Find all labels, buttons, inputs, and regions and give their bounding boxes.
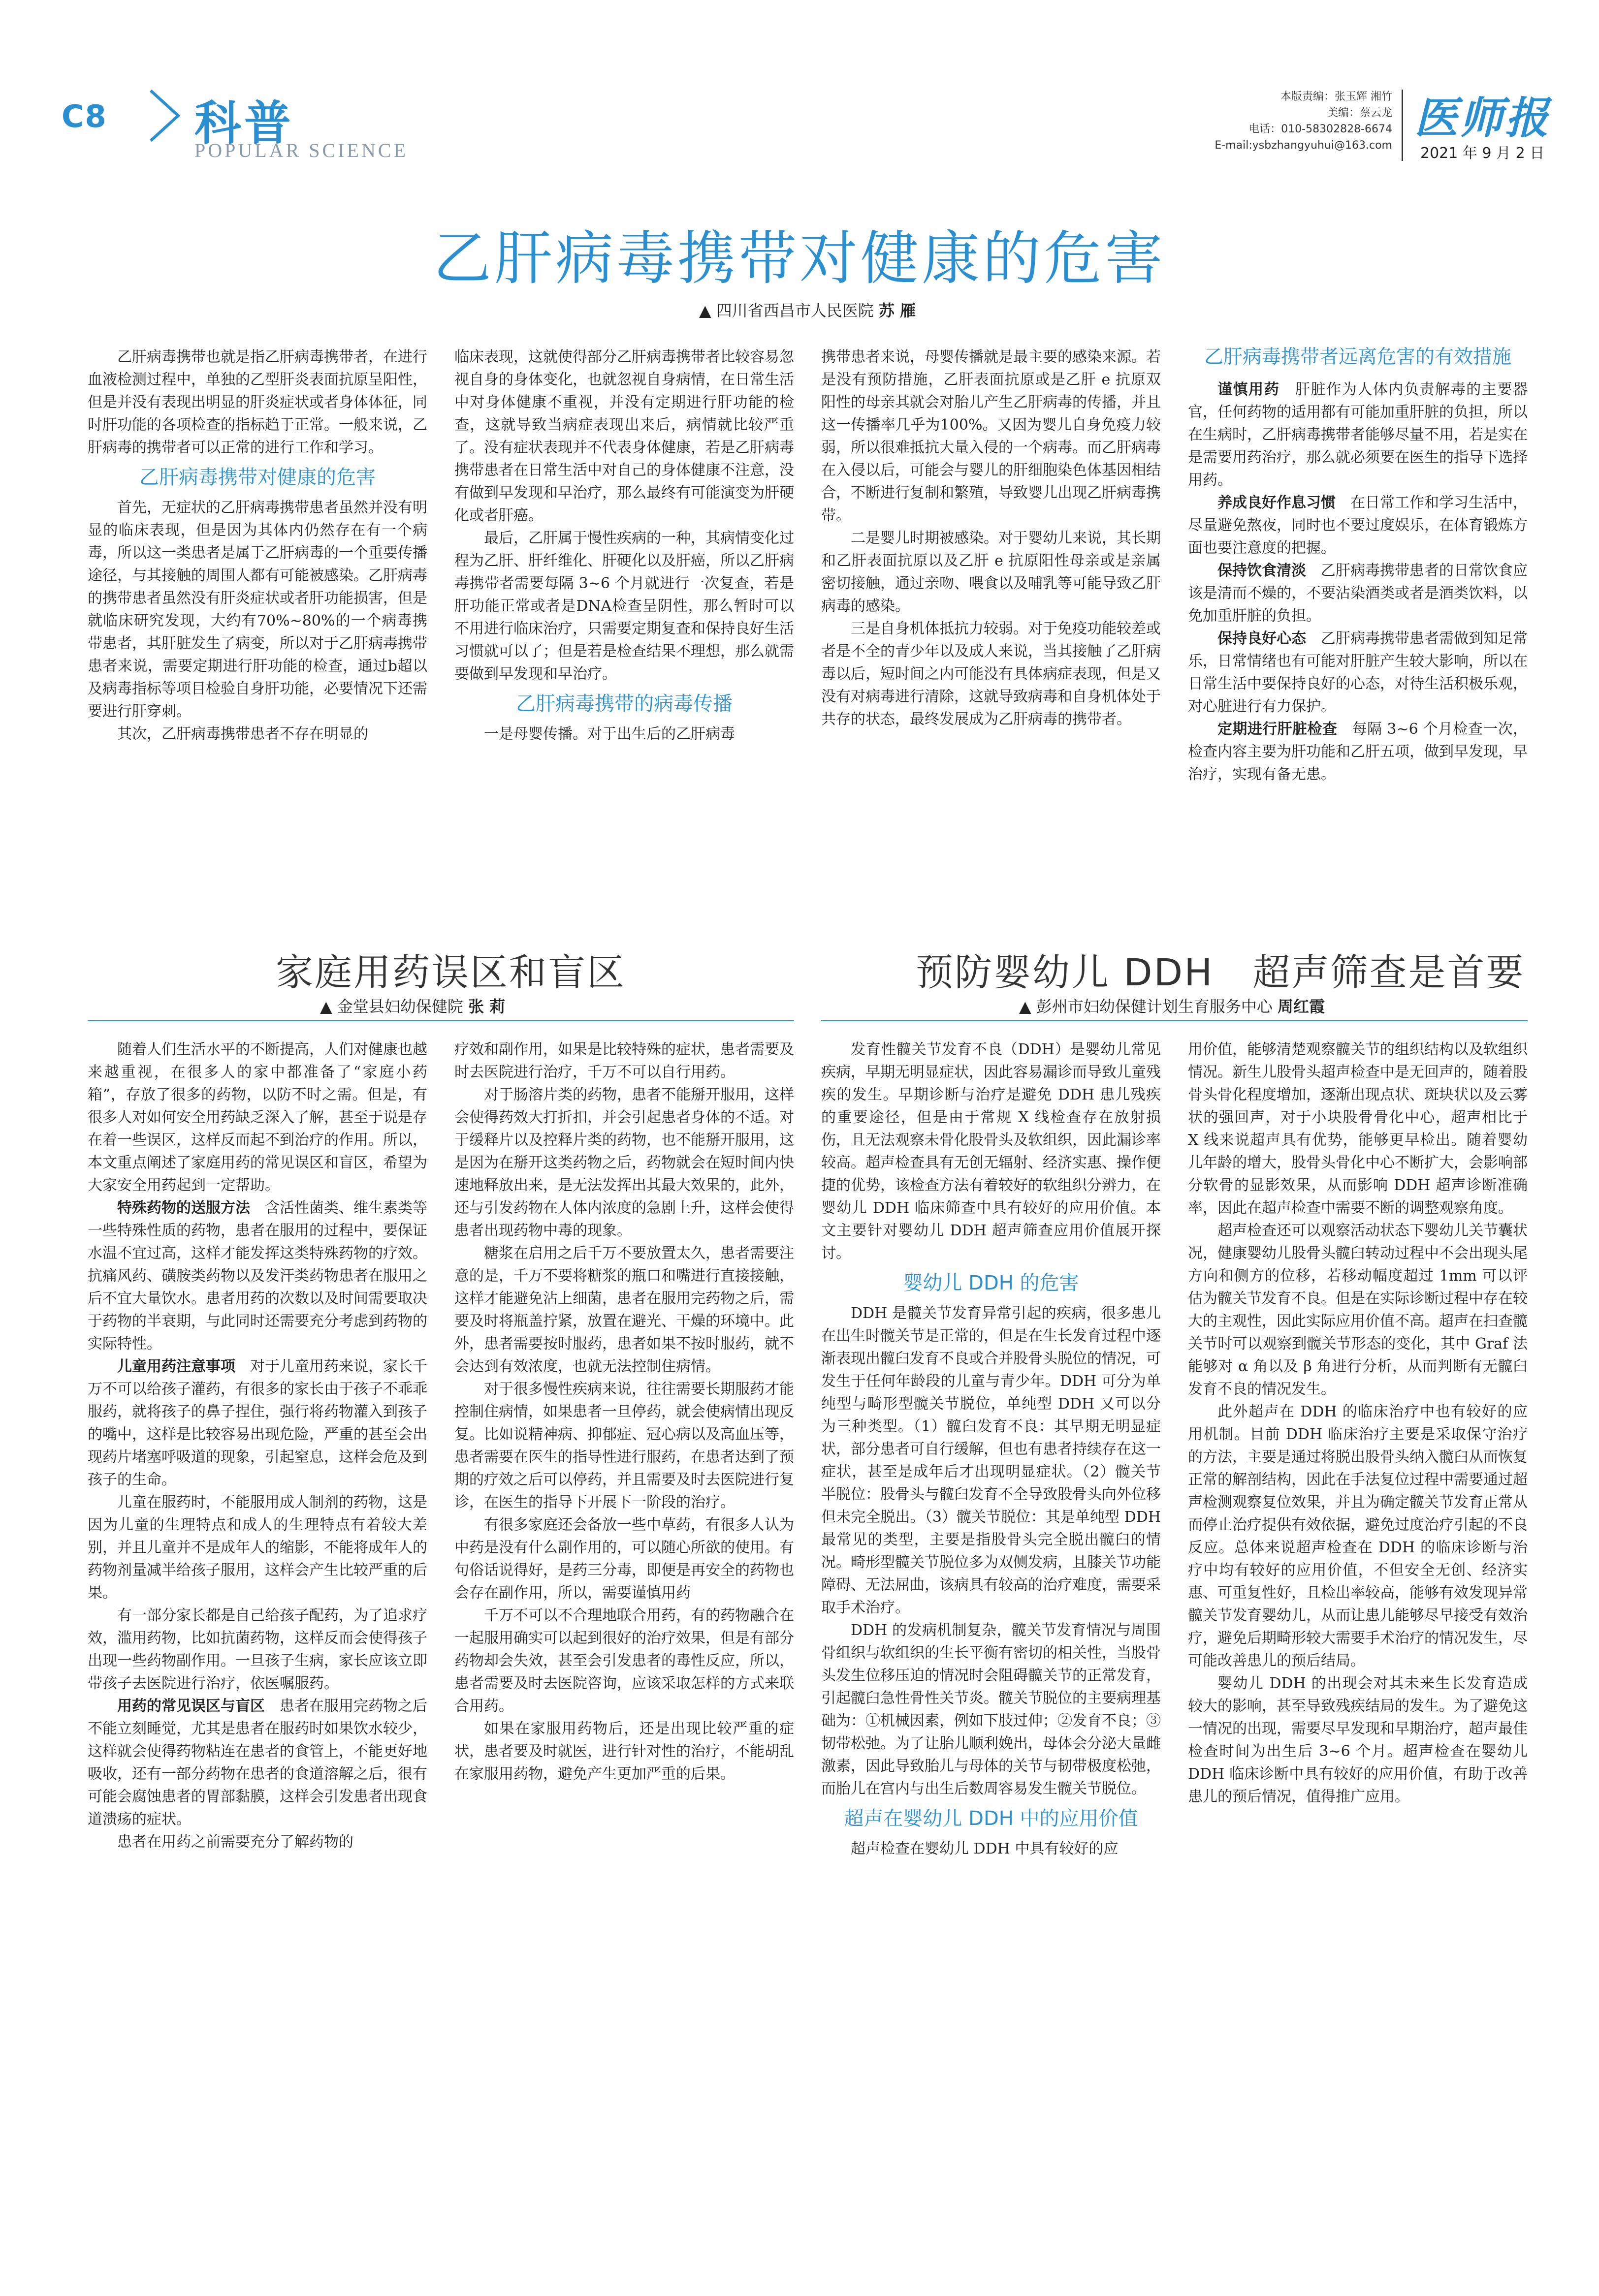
article1-column-2	[454, 346, 794, 746]
paragraph: 首先，无症状的乙肝病毒携带患者虽然并没有明显的临床表现，但是因为其体内仍然存在有一个病毒，所以这一类患者是属于乙肝病毒的一个重要传播途径，与其接触的周围人都有可能被感染。乙肝病毒的携带患者虽然没有肝炎症状或者肝功能损害，但是就临床研究发现，大约有70%~80%的一个病毒携带患者，其肝脏发生了病变，所以对于乙肝病毒携带患者来说，需要定期进行肝功能的检查，通过b超以及病毒指标等项目检验自身肝功能，必要情况下还需要进行肝穿刺。	[88, 499, 427, 720]
paragraph-text: 肝脏作为人体内负责解毒的主要器官，任何药物的适用都有可能加重肝脏的负担，所以在生病时，乙肝病毒携带者能够尽量不用，若是实在是需要用药治疗，那么就必须要在医生的指导下选择用药。	[1188, 381, 1528, 489]
paragraph-text: 患者在服用完药物之后不能立刻睡觉，尤其是患者在服药时如果饮水较少，这样就会使得药物粘连在患者的食管上，不能更好地吸收，还有一部分药物在患者的食道溶解之后，很有可能会腐蚀患者的胃部黏膜，这样会引发患者出现食道溃疡的症状。	[88, 1698, 427, 1828]
paragraph: 二是婴儿时期被感染。对于婴幼儿来说，其长期和乙肝表面抗原以及乙肝 e 抗原阳性母亲或是亲属密切接触，通过亲吻、喂食以及哺乳等可能导致乙肝病毒的感染。	[821, 530, 1161, 615]
measure-paragraph	[1188, 718, 1528, 786]
article3-rule	[821, 1020, 1528, 1021]
article3-column-1	[821, 1038, 1161, 1860]
article2-rule	[88, 1020, 794, 1021]
paragraph: 对于肠溶片类的药物，患者不能掰开服用，这样会使得药效大打折扣，并会引起患者身体的不适。对于缓释片以及控释片类的药物，也不能掰开服用，这是因为在掰开这类药物之后，药物就会在短时间内快速地释放出来，是无法发挥出其最大效果的，此外，还与引发药物在人体内浓度的急剧上升，这样会使得患者出现药物中毒的现象。	[454, 1086, 794, 1239]
measure-paragraph	[1188, 560, 1528, 628]
article3-title: 预防婴幼儿 DDH 超声筛查是首要	[916, 950, 1525, 994]
article2-byline	[320, 994, 505, 1017]
paragraph-text: 含活性菌类、维生素类等一些特殊性质的药物，患者在服用的过程中，要保证水温不宜过高，这样才能发挥这类特殊药物的疗效。抗痛风药、磺胺类药物以及发汗类药物患者在服用之后不宜大量饮水。患者用药的次数以及时间需要取决于药物的半衰期，与此同时还需要充分考虑到药物的实际特性。	[88, 1199, 427, 1352]
lead-in: 特殊药物的送服方法	[117, 1199, 250, 1217]
paragraph: 携带患者来说，母婴传播就是最主要的感染来源。若是没有预防措施，乙肝表面抗原或是乙肝 e 抗原双阳性的母亲其就会对胎儿产生乙肝病毒的传播，并且这一传播率几乎为100%。又因为婴儿自身免疫力较弱，所以很难抵抗大量入侵的一个病毒。而乙肝病毒在入侵以后，可能会与婴儿的肝细胞染色体基因相结合，不断进行复制和繁殖，导致婴儿出现乙肝病毒携带。	[821, 348, 1161, 524]
designer-line: 美编：蔡云龙	[1327, 107, 1392, 119]
article2-column-1	[88, 1038, 427, 1854]
byline-org: ▲ 彭州市妇幼保健计划生育服务中心	[1019, 997, 1273, 1016]
paragraph: 最后，乙肝属于慢性疾病的一种，其病情变化过程为乙肝、肝纤维化、肝硬化以及肝癌，所以乙肝病毒携带者需要每隔 3~6 个月就进行一次复查，若是肝功能正常或者是DNA检查呈阴性，那么暂时可以不用进行临床治疗，只需要定期复查和保持良好生活习惯就可以了；但是若是检查结果不理想，那么就需要做到早发现和早治疗。	[454, 530, 794, 683]
email-line: E-mail:ysbzhangyuhui@163.com	[1215, 139, 1392, 152]
article3-byline	[1019, 994, 1325, 1017]
paragraph: 随着人们生活水平的不断提高，人们对健康也越来越重视，在很多人的家中都准备了“家庭小药箱”，存放了很多的药物，以防不时之需。但是，有很多人对如何安全用药缺乏深入了解，甚至于说是存在着一些误区，这样反而起不到治疗的作用。所以，本文重点阐述了家庭用药的常见误区和盲区，希望为大家安全用药起到一定帮助。	[88, 1041, 427, 1194]
article2-column-2	[454, 1038, 794, 1786]
page-number: C8	[62, 98, 107, 134]
masthead-divider	[1402, 90, 1403, 161]
lead-in: 保持良好心态	[1217, 630, 1306, 647]
issue-date: 2021 年 9 月 2 日	[1420, 145, 1545, 162]
subheading: 超声在婴幼儿 DDH 中的应用价值	[844, 1807, 1138, 1830]
paragraph: 婴幼儿 DDH 的出现会对其未来生长发育造成较大的影响，甚至导致残疾结局的发生。为了避免这一情况的出现，需要尽早发现和早期治疗，超声最佳检查时间为出生后 3~6 个月。超声检查在婴幼儿 DDH 临床诊断中具有较好的应用价值，有助于改善患儿的预后情况，值得推广应用。	[1188, 1675, 1528, 1805]
paragraph: 其次，乙肝病毒携带患者不存在明显的	[117, 725, 368, 743]
paragraph-text: 对于儿童用药来说，家长千万不可以给孩子灌药，有很多的家长由于孩子不乖乖服药，就将孩子的鼻子捏住，强行将药物灌入到孩子的嘴中，这样是比较容易出现危险，严重的甚至会出现药片堵塞呼吸道的现象，引起窒息，这样会危及到孩子的生命。	[88, 1358, 427, 1488]
section-subtitle: POPULAR SCIENCE	[194, 139, 408, 161]
lead-in: 养成良好作息习惯	[1217, 494, 1336, 511]
paragraph: 疗效和副作用，如果是比较特殊的症状，患者需要及时去医院进行治疗，千万不可以自行用药。	[454, 1041, 794, 1081]
article2-title: 家庭用药误区和盲区	[276, 950, 626, 994]
paragraph: 一是母婴传播。对于出生后的乙肝病毒	[484, 725, 735, 743]
paragraph: 乙肝病毒携带也就是指乙肝病毒携带者，在进行血液检测过程中，单独的乙型肝炎表面抗原呈阳性，但是并没有表现出明显的肝炎症状或者身体体征，同时肝功能的各项检查的指标趋于正常。一般来说，乙肝病毒的携带者可以正常的进行工作和学习。	[88, 348, 427, 456]
paragraph: 发育性髋关节发育不良（DDH）是婴幼儿常见疾病，早期无明显症状，因此容易漏诊而导致儿童残疾的发生。早期诊断与治疗是避免 DDH 患儿残疾的重要途径，但是由于常规 X 线检查存在放射损伤，且无法观察未骨化股骨头及软组织，因此漏诊率较高。超声检查具有无创无辐射、经济实惠、操作便捷的优势，该检查方法有着较好的软组织分辨力，在婴幼儿 DDH 临床筛查中具有较好的应用价值。本文主要针对婴幼儿 DDH 超声筛查应用价值展开探讨。	[821, 1041, 1161, 1262]
byline-org: ▲ 金堂县妇幼保健院	[320, 997, 463, 1016]
lead-in: 儿童用药注意事项	[117, 1358, 235, 1375]
article1-byline	[699, 298, 916, 321]
paragraph: 如果在家服用药物后，还是出现比较严重的症状，患者要及时就医，进行针对性的治疗，不能胡乱在家服用药物，避免产生更加严重的后果。	[454, 1720, 794, 1783]
paragraph-text: 乙肝病毒携带患者的日常饮食应该是清而不燥的，不要沾染酒类或者是酒类饮料，以免加重肝脏的负担。	[1188, 562, 1528, 625]
subheading: 乙肝病毒携带的病毒传播	[516, 692, 733, 715]
article1-column-1	[88, 346, 427, 746]
chevron-right-icon	[147, 89, 182, 143]
paragraph: 对于很多慢性疾病来说，往往需要长期服药才能控制住病情，如果患者一旦停药，就会使病情出现反复。比如说精神病、抑郁症、冠心病以及高血压等，患者需要在医生的指导性进行服药，在患者达到了预期的疗效之后可以停药，并且需要及时去医院进行复诊，在医生的指导下开展下一阶段的治疗。	[454, 1381, 794, 1511]
paragraph: 儿童在服药时，不能服用成人制剂的药物，这是因为儿童的生理特点和成人的生理特点有着较大差别，并且儿童并不是成年人的缩影，不能将成年人的药物剂量减半给孩子服用，这样会产生比较严重的后果。	[88, 1494, 427, 1602]
paragraph: 有很多家庭还会备放一些中草药，有很多人认为中药是没有什么副作用的，可以随心所欲的使用。有句俗话说得好，是药三分毒，即便是再安全的药物也会存在副作用，所以，需要谨慎用药	[454, 1516, 794, 1602]
section-title: 科普	[194, 96, 294, 151]
byline-author: 苏 雁	[878, 301, 916, 320]
subheading: 乙肝病毒携带者远离危害的有效措施	[1204, 346, 1511, 368]
byline-author: 周红霞	[1277, 997, 1325, 1016]
paragraph: DDH 的发病机制复杂，髋关节发育情况与周围骨组织与软组织的生长平衡有密切的相关性，当股骨头发生位移压迫的情况时会阻碍髋关节的正常发育，引起髋臼急性骨性关节炎。髋关节脱位的主要病理基础为：①机械因素，例如下肢过伸；②发育不良；③韧带松弛。为了让胎儿顺利娩出，母体会分泌大量雌激素，因此导致胎儿与母体的关节与韧带极度松弛，而胎儿在宫内与出生后数周容易发生髋关节脱位。	[821, 1622, 1161, 1797]
byline-org: ▲ 四川省西昌市人民医院	[699, 301, 874, 320]
article1-column-3	[821, 346, 1161, 731]
lead-in: 保持饮食清淡	[1217, 562, 1306, 579]
subheading: 乙肝病毒携带对健康的危害	[139, 466, 376, 489]
editor-info	[1215, 89, 1392, 154]
lead-in: 用药的常见误区与盲区	[117, 1698, 265, 1715]
paper-logo: 医师报	[1414, 92, 1551, 143]
paragraph: 糖浆在启用之后千万不要放置太久，患者需要注意的是，千万不要将糖浆的瓶口和嘴进行直接接触，这样才能避免沾上细菌，患者在服用完药物之后，需要及时将瓶盖拧紧，放置在避光、干燥的环境中。此外，患者需要按时服药，患者如果不按时服药，就不会达到有效浓度，也就无法控制住病情。	[454, 1245, 794, 1375]
paragraph-text: 每隔 3~6 个月检查一次，检查内容主要为肝功能和乙肝五项，做到早发现，早治疗，实现有备无患。	[1188, 721, 1528, 783]
measure-paragraph	[1188, 628, 1528, 718]
article3-column-2	[1188, 1038, 1528, 1808]
paragraph-text: 在日常工作和学习生活中，尽量避免熬夜，同时也不要过度娱乐，在体育锻炼方面也要注意度的把握。	[1188, 494, 1528, 557]
paragraph: 超声检查还可以观察活动状态下婴幼儿关节囊状况，健康婴幼儿股骨头髋臼转动过程中不会出现头尾方向和侧方的位移，若移动幅度超过 1mm 可以评估为髋关节发育不良。但是在实际诊断过程中存在较大的主观性，因此实际应用价值不高。超声在扫查髋关节时可以观察到髋关节形态的变化，其中 Graf 法能够对 α 角以及 β 角进行分析，从而判断有无髋臼发育不良的情况发生。	[1188, 1222, 1528, 1398]
phone-line: 电话：010-58302828-6674	[1248, 123, 1392, 135]
measure-paragraph	[1188, 492, 1528, 560]
paragraph: 临床表现，这就使得部分乙肝病毒携带者比较容易忽视自身的身体变化，也就忽视自身病情，在日常生活中对身体健康不重视，并没有定期进行肝功能的检查，这就导致当病症表现出来后，病情就比较严重了。没有症状表现并不代表身体健康，若是乙肝病毒携带患者在日常生活中对自己的身体健康不注意，没有做到早发现和早治疗，那么最终有可能演变为肝硬化或者肝癌。	[454, 348, 794, 524]
paragraph: DDH 是髋关节发育异常引起的疾病，很多患儿在出生时髋关节是正常的，但是在生长发育过程中逐渐表现出髋臼发育不良或合并股骨头脱位的情况，可发生于任何年龄段的儿童与青少年。DDH 可分为单纯型与畸形型髋关节脱位，单纯型 DDH 又可以分为三种类型。（1）髋臼发育不良：其早期无明显症状，部分患者可自行缓解，但也有患者持续存在这一症状，甚至是成年后才出现明显症状。（2）髋关节半脱位：股骨头与髋臼发育不全导致股骨头向外位移但未完全脱出。（3）髋关节脱位：其是单纯型 DDH 最常见的类型，主要是指股骨头完全脱出髋臼的情况。畸形型髋关节脱位多为双侧发病，且膝关节功能障碍、无法屈曲，该病具有较高的治疗难度，需要采取手术治疗。	[821, 1305, 1161, 1616]
paragraph: 超声检查在婴幼儿 DDH 中具有较好的应	[851, 1840, 1119, 1857]
paragraph: 有一部分家长都是自己给孩子配药，为了追求疗效，滥用药物，比如抗菌药物，这样反而会使得孩子出现一些药物副作用。一旦孩子生病，家长应该立即带孩子去医院进行治疗，依医嘱服药。	[88, 1607, 427, 1692]
lead-in: 定期进行肝脏检查	[1217, 721, 1338, 738]
paragraph: 用价值，能够清楚观察髋关节的组织结构以及软组织情况。新生儿股骨头超声检查中是无回声的，随着股骨头骨化程度增加，逐渐出现点状、斑块状以及云雾状的强回声，对于小块股骨骨化中心，超声相比于 X 线来说超声具有优势，能够更早检出。随着婴幼儿年龄的增大，股骨头骨化中心不断扩大，会影响部分软骨的显影效果，从而影响 DDH 超声诊断准确率，因此在超声检查中需要不断的调整观察角度。	[1188, 1041, 1528, 1217]
subheading: 婴幼儿 DDH 的危害	[903, 1272, 1079, 1294]
paragraph: 此外超声在 DDH 的临床治疗中也有较好的应用机制。目前 DDH 临床治疗主要是采取保守治疗的方法，主要是通过将脱出股骨头纳入髋臼从而恢复正常的解剖结构，因此在手法复位过程中需要通过超声检测观察复位效果，并且为确定髋关节发育正常从而停止治疗提供有效依据，避免过度治疗引起的不良反应。总体来说超声检查在 DDH 的临床诊断与治疗中均有较好的应用价值，不但安全无创、经济实惠、可重复性好，且检出率较高，能够有效发现异常髋关节发育婴幼儿，从而让患儿能够尽早接受有效治疗，避免后期畸形较大需要手术治疗的情况发生，尽可能改善患儿的预后结局。	[1188, 1403, 1528, 1669]
paragraph: 千万不可以不合理地联合用药，有的药物融合在一起服用确实可以起到很好的治疗效果，但是有部分药物却会失效，甚至会引发患者的毒性反应，所以，患者需要及时去医院咨询，应该采取怎样的方式来联合用药。	[454, 1607, 794, 1715]
editor-line: 本版责编：张玉辉 湘竹	[1280, 91, 1392, 103]
measure-paragraph	[88, 1355, 427, 1491]
measure-paragraph	[1188, 378, 1528, 492]
paragraph: 患者在用药之前需要充分了解药物的	[117, 1833, 353, 1851]
paragraph: 三是自身机体抵抗力较弱。对于免疫功能较差或者是不全的青少年以及成人来说，当其接触了乙肝病毒以后，短时间之内可能没有具体病症表现，但是又没有对病毒进行清除，这就导致病毒和自身机体处于共存的状态，最终发展成为乙肝病毒的携带者。	[821, 620, 1161, 728]
measure-paragraph	[88, 1695, 427, 1831]
article1-title: 乙肝病毒携带对健康的危害	[433, 224, 1166, 292]
measure-paragraph	[88, 1197, 427, 1355]
byline-author: 张 莉	[468, 997, 506, 1016]
paragraph-text: 乙肝病毒携带患者需做到知足常乐，日常情绪也有可能对肝脏产生较大影响，所以在日常生活中要保持良好的心态，对待生活积极乐观，对心脏进行有力保护。	[1188, 630, 1528, 715]
lead-in: 谨慎用药	[1217, 381, 1280, 398]
article1-column-4	[1188, 346, 1528, 786]
